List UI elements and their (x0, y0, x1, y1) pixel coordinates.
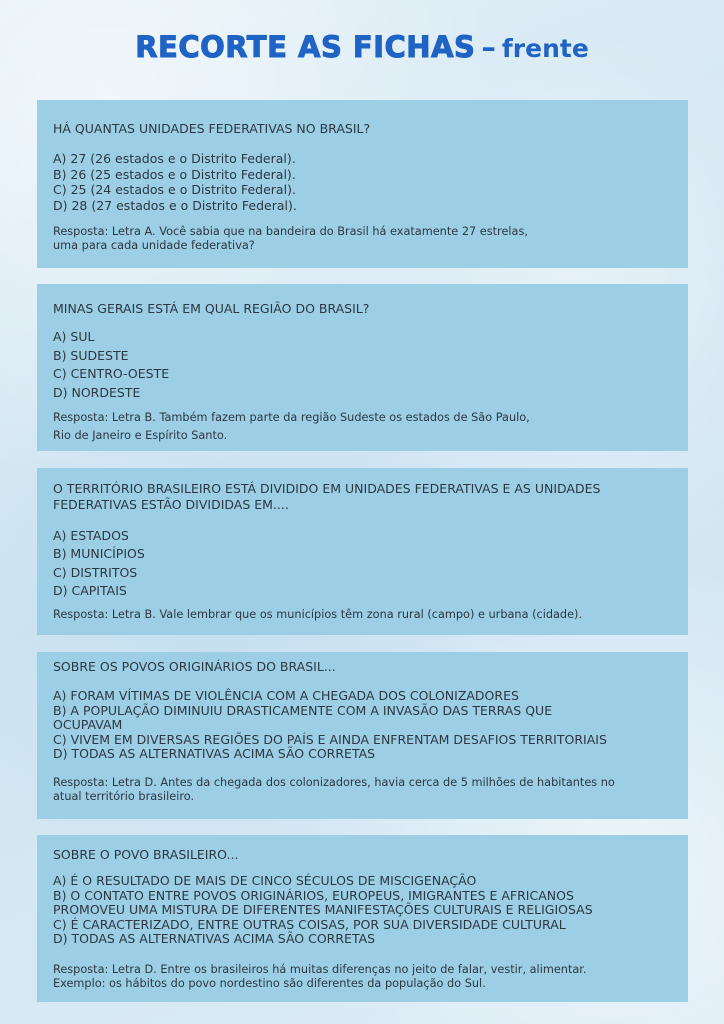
answer-line: Exemplo: os hábitos do povo nordestino são diferentes da população do Sul. (53, 977, 486, 990)
option-b: B) A POPULAÇÃO DIMINUIU DRASTICAMENTE COM A INVASÃO DAS TERRAS QUE (53, 702, 553, 718)
answer-text (53, 225, 528, 252)
question-line: O TERRITÓRIO BRASILEIRO ESTÁ DIVIDIDO EM UNIDADES FEDERATIVAS E AS UNIDADES (53, 481, 601, 496)
options-list (53, 527, 145, 600)
option-a: A) SUL (53, 329, 95, 344)
option-d: D) NORDESTE (53, 384, 141, 400)
page-title (0, 30, 724, 64)
option-b: B) MUNICÍPIOS (53, 546, 145, 562)
options-list (53, 874, 593, 947)
answer-text (53, 963, 587, 991)
option-c: C) CENTRO-OESTE (53, 366, 170, 381)
question-card-5 (37, 835, 688, 1002)
option-d: D) CAPITAIS (53, 582, 127, 598)
option-a: A) ESTADOS (53, 528, 129, 543)
answer-text: Resposta: Letra B. Vale lembrar que os municípios têm zona rural (campo) e urbana (cidade). (53, 608, 583, 621)
option-c: C) VIVEM EM DIVERSAS REGIÕES DO PAÍS E AINDA ENFRENTAM DESAFIOS TERRITORIAIS (53, 731, 607, 747)
option-c: C) 25 (24 estados e o Distrito Federal). (53, 182, 296, 197)
question-card-3 (37, 468, 688, 635)
option-c: C) DISTRITOS (53, 564, 138, 580)
option-a: A) 27 (26 estados e o Distrito Federal). (53, 151, 296, 166)
option-b: B) 26 (25 estados e o Distrito Federal). (53, 166, 296, 182)
answer-line: atual território brasileiro. (53, 790, 195, 803)
option-c: C) É CARACTERIZADO, ENTRE OUTRAS COISAS, POR SUA DIVERSIDADE CULTURAL (53, 916, 566, 932)
answer-line: Rio de Janeiro e Espírito Santo. (53, 429, 228, 442)
option-d: D) 28 (27 estados e o Distrito Federal). (53, 197, 297, 213)
option-a: A) FORAM VÍTIMAS DE VIOLÊNCIA COM A CHEGADA DOS COLONIZADORES (53, 688, 519, 703)
options-list (53, 689, 607, 762)
question-text (53, 481, 600, 513)
option-d: D) TODAS AS ALTERNATIVAS ACIMA SÃO CORRETAS (53, 746, 376, 762)
question-card-2 (37, 284, 688, 451)
answer-text (53, 776, 615, 804)
option-d: D) TODAS AS ALTERNATIVAS ACIMA SÃO CORRETAS (53, 931, 376, 947)
question-text: MINAS GERAIS ESTÁ EM QUAL REGIÃO DO BRASIL? (53, 301, 370, 316)
answer-line: Resposta: Letra D. Antes da chegada dos colonizadores, havia cerca de 5 milhões de habitantes no (53, 776, 615, 789)
question-text: SOBRE OS POVOS ORIGINÁRIOS DO BRASIL... (53, 659, 336, 674)
answer-line: Resposta: Letra D. Entre os brasileiros há muitas diferenças no jeito de falar, vestir, alimentar. (53, 963, 587, 976)
option-b: B) SUDESTE (53, 347, 129, 363)
option-a: A) É O RESULTADO DE MAIS DE CINCO SÉCULOS DE MISCIGENAÇÃO (53, 873, 477, 888)
answer-line: Resposta: Letra B. Também fazem parte da região Sudeste os estados de São Paulo, (53, 411, 530, 424)
question-card-4 (37, 652, 688, 819)
title-dash: – (481, 30, 496, 64)
answer-text (53, 409, 530, 445)
option-b-continued: OCUPAVAM (53, 717, 123, 733)
options-list (53, 151, 297, 213)
answer-line: Resposta: Letra A. Você sabia que na bandeira do Brasil há exatamente 27 estrelas, (53, 225, 528, 238)
options-list (53, 328, 169, 402)
option-b-continued: PROMOVEU UMA MISTURA DE DIFERENTES MANIFESTAÇÕES CULTURAIS E RELIGIOSAS (53, 902, 593, 918)
question-text: SOBRE O POVO BRASILEIRO... (53, 847, 239, 862)
question-text: HÁ QUANTAS UNIDADES FEDERATIVAS NO BRASIL? (53, 121, 371, 136)
answer-line: uma para cada unidade federativa? (53, 238, 255, 252)
title-main: RECORTE AS FICHAS (135, 30, 476, 64)
title-sub: frente (501, 34, 589, 63)
question-card-1 (37, 100, 688, 268)
question-line: FEDERATIVAS ESTÃO DIVIDIDAS EM.... (53, 497, 289, 512)
option-b: B) O CONTATO ENTRE POVOS ORIGINÁRIOS, EUROPEUS, IMIGRANTES E AFRICANOS (53, 887, 574, 903)
